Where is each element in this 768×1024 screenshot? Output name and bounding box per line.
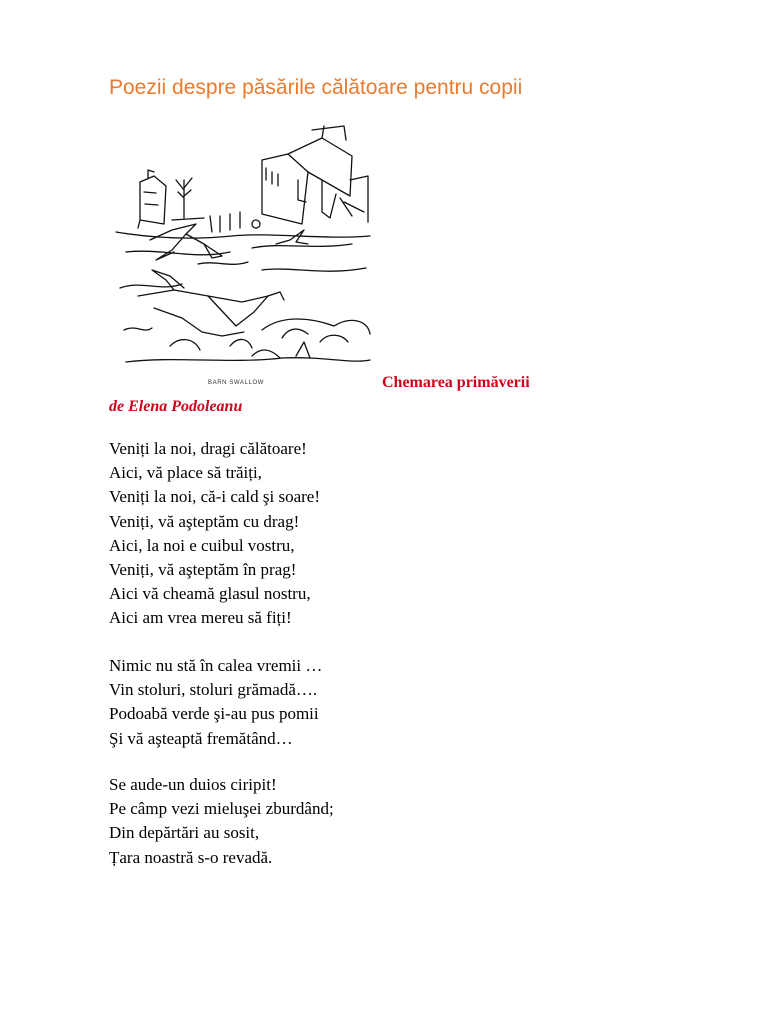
poem-line: Aici vă cheamă glasul nostru, xyxy=(109,584,311,604)
poem-line: Veniți, vă aşteptăm cu drag! xyxy=(109,511,300,531)
poem-title: Chemarea primăverii xyxy=(382,374,530,391)
poem-line: Vin stoluri, stoluri grămadă…. xyxy=(109,680,318,700)
barn-swallow-illustration xyxy=(112,120,374,390)
illustration-caption: BARN SWALLOW xyxy=(208,380,264,386)
poem-line: Aici, la noi e cuibul vostru, xyxy=(109,535,295,555)
poem-line: Veniți la noi, că-i cald şi soare! xyxy=(109,487,321,507)
poem-author: de Elena Podoleanu xyxy=(109,398,243,415)
poem-line: Veniți, vă aşteptăm în prag! xyxy=(109,559,297,579)
poem-line: Aici, vă place să trăiți, xyxy=(109,463,262,483)
poem-line: Pe câmp vezi mieluşei zburdând; xyxy=(109,799,334,819)
stanza-3 xyxy=(109,773,334,870)
stanza-1 xyxy=(109,437,320,631)
poem-line: Nimic nu stă în calea vremii … xyxy=(109,656,323,675)
poem-line: Şi vă aşteaptă fremătând… xyxy=(109,728,293,748)
poem-line: Podoabă verde şi-au pus pomii xyxy=(109,704,319,724)
poem-line: Se aude-un duios ciripit! xyxy=(109,775,277,794)
stanza-2 xyxy=(109,654,322,751)
poem-line: Aici am vrea mereu să fiți! xyxy=(109,608,292,628)
barn-swallow-drawing xyxy=(112,120,374,390)
page-title: Poezii despre păsările călătoare pentru copii xyxy=(109,76,523,99)
poem-line: Din depărtări au sosit, xyxy=(109,823,260,843)
poem-line: Țara noastră s-o revadă. xyxy=(109,847,273,867)
poem-line: Veniți la noi, dragi călătoare! xyxy=(109,439,307,458)
